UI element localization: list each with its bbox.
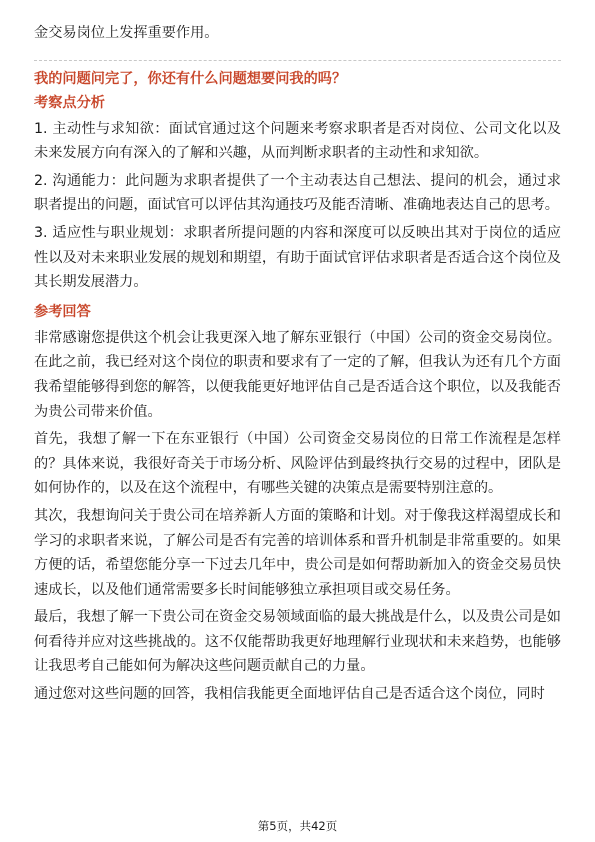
analysis-list [34,117,561,295]
analysis-heading: 考察点分析 [34,94,105,111]
answer-paragraph: 非常感谢您提供这个机会让我更深入地了解东亚银行（中国）公司的资金交易岗位。在此之前，我已经对这个岗位的职责和要求有了一定的了解，但我认为还有几个方面我希望能够得到您的解答，以便我能更好地评估自己是否适合这个职位，以及我能否为贵公司带来价值。 [34,329,561,420]
answer-body [34,326,561,707]
answer-paragraph: 通过您对这些问题的回答，我相信我能更全面地评估自己是否适合这个岗位，同时 [34,686,545,703]
analysis-point: 3. 适应性与职业规划：求职者所提问题的内容和深度可以反映出其对于岗位的适应性以及对未来职业发展的规划和期望，有助于面试官评估求职者是否适合这个岗位及其长期发展潜力。 [34,224,561,291]
page-content [34,21,561,707]
analysis-point: 2. 沟通能力：此问题为求职者提供了一个主动表达自己想法、提问的机会，通过求职者提出的问题，面试官可以评估其沟通技巧及能否清晰、准确地表达自己的思考。 [34,172,561,214]
analysis-point: 1. 主动性与求知欲：面试官通过这个问题来考察求职者是否对岗位、公司文化以及未来发展方向有深入的了解和兴趣，从而判断求职者的主动性和求知欲。 [34,120,561,162]
answer-paragraph: 首先，我想了解一下在东亚银行（中国）公司资金交易岗位的日常工作流程是怎样的？具体来说，我很好奇关于市场分析、风险评估到最终执行交易的过程中，团队是如何协作的，以及在这个流程中，有哪些关键的决策点是需要特别注意的。 [34,431,561,497]
answer-paragraph: 最后，我想了解一下贵公司在资金交易领域面临的最大挑战是什么，以及贵公司是如何看待并应对这些挑战的。这不仅能帮助我更好地理解行业现状和未来趋势，也能够让我思考自己能如何为解决这些问题贡献自己的力量。 [34,609,561,675]
question-title: 我的问题问完了，你还有什么问题想要问我的吗？ [34,70,347,87]
section-divider [34,60,561,61]
answer-heading: 参考回答 [34,303,91,320]
answer-paragraph: 其次，我想询问关于贵公司在培养新人方面的策略和计划。对于像我这样渴望成长和学习的求职者来说，了解公司是否有完善的培训体系和晋升机制是非常重要的。如果方便的话，希望您能分享一下过去几年中，贵公司是如何帮助新加入的资金交易员快速成长，以及他们通常需要多长时间能够独立承担项目或交易任务。 [34,507,561,598]
intro-text: 金交易岗位上发挥重要作用。 [34,25,219,41]
page-number: 第5页，共42页 [257,819,338,833]
